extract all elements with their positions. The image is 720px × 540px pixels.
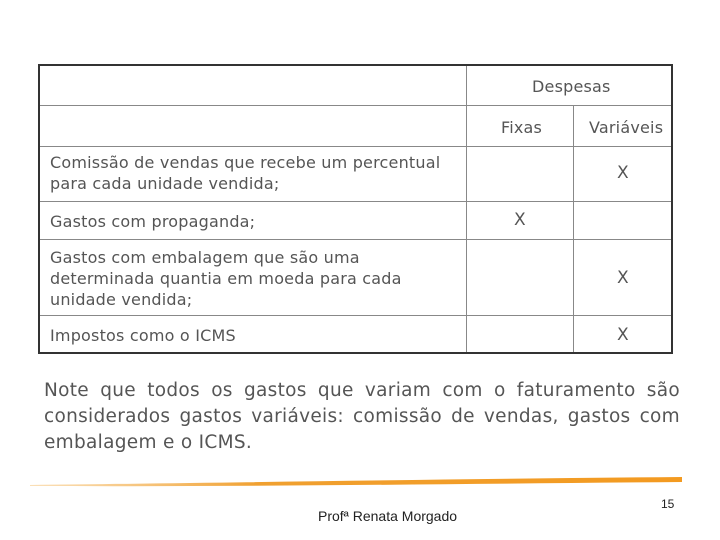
table-line — [466, 66, 467, 352]
column-group-header: Despesas — [532, 77, 611, 96]
table-line — [40, 239, 671, 240]
column-header-variaveis: Variáveis — [589, 118, 664, 137]
note-paragraph: Note que todos os gastos que variam com o faturamento são considerados gastos variáveis: comissão de vendas, gastos com embalagem e o ICMS. — [44, 380, 680, 453]
column-header-fixas: Fixas — [501, 118, 543, 137]
orange-swoosh-divider — [30, 474, 682, 490]
table-line — [40, 146, 671, 147]
author-footer: Profª Renata Morgado — [318, 508, 458, 524]
row-label: Comissão de vendas que recebe um percentual para cada unidade vendida; — [50, 153, 441, 193]
page-number: 15 — [661, 497, 675, 511]
row-mark-variaveis: X — [617, 268, 629, 288]
table-line — [40, 315, 671, 316]
table-line — [573, 106, 574, 352]
row-mark-variaveis: X — [617, 163, 629, 183]
row-label: Gastos com propaganda; — [50, 212, 256, 231]
row-mark-variaveis: X — [617, 325, 629, 345]
row-mark-fixas: X — [514, 210, 526, 230]
expense-table — [38, 64, 673, 354]
row-label: Gastos com embalagem que são uma determinada quantia em moeda para cada unidade vendida; — [50, 248, 402, 309]
row-label: Impostos como o ICMS — [50, 326, 236, 345]
table-line — [40, 105, 671, 106]
table-line — [40, 201, 671, 202]
